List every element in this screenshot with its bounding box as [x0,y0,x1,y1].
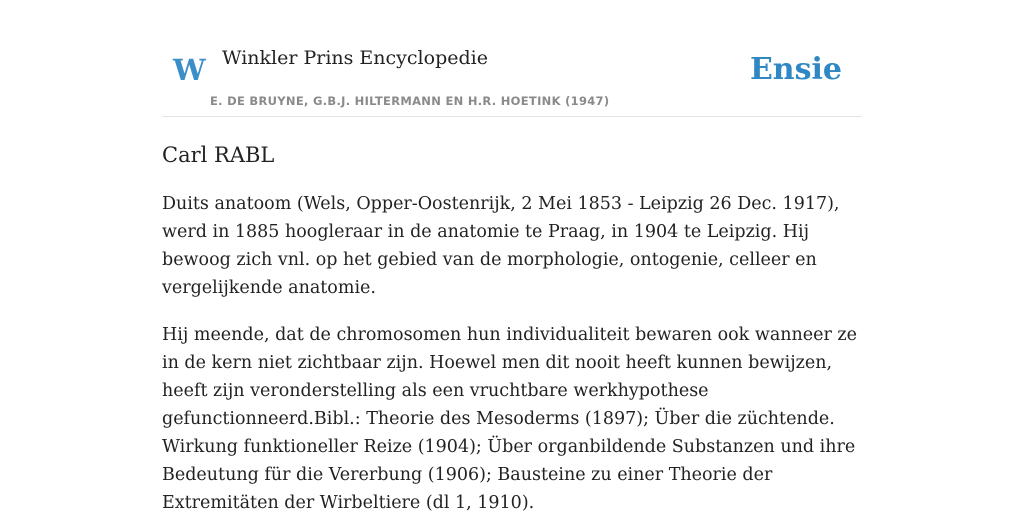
article-title: Carl RABL [162,143,275,167]
site-header [162,0,862,117]
winkler-prins-logo[interactable]: W [173,53,206,87]
encyclopedia-title[interactable]: Winkler Prins Encyclopedie [222,47,488,69]
article [162,138,867,512]
encyclopedia-authors: E. DE BRUYNE, G.B.J. HILTERMANN EN H.R. HOETINK (1947) [210,94,610,108]
article-paragraph: Duits anatoom (Wels, Opper-Oostenrijk, 2 Mei 1853 - Leipzig 26 Dec. 1917), werd in 1885 hoogleraar in de anatomie te Praag, in 1904 te Leipzig. Hij bewoog zich vnl. op het gebied van de morphologie, ontogenie, celleer en vergelijkende anatomie. [162,194,840,298]
article-paragraph: Hij meende, dat de chromosomen hun individualiteit bewaren ook wanneer ze in de kern niet zichtbaar zijn. Hoewel men dit nooit heeft kunnen bewijzen, heeft zijn veronderstelling als een vruchtbare werkhypothese gefunctionneerd.Bibl.: Theorie des Mesoderms (1897); Über die züchtende. Wirkung funktioneller Reize (1904); Über organbildende Substanzen und ihre Bedeutung für die Vererbung (1906); Bausteine zu einer Theorie der Extremitäten der Wirbeltiere (dl 1, 1910). [162,325,858,512]
ensie-logo[interactable]: Ensie [749,52,842,87]
